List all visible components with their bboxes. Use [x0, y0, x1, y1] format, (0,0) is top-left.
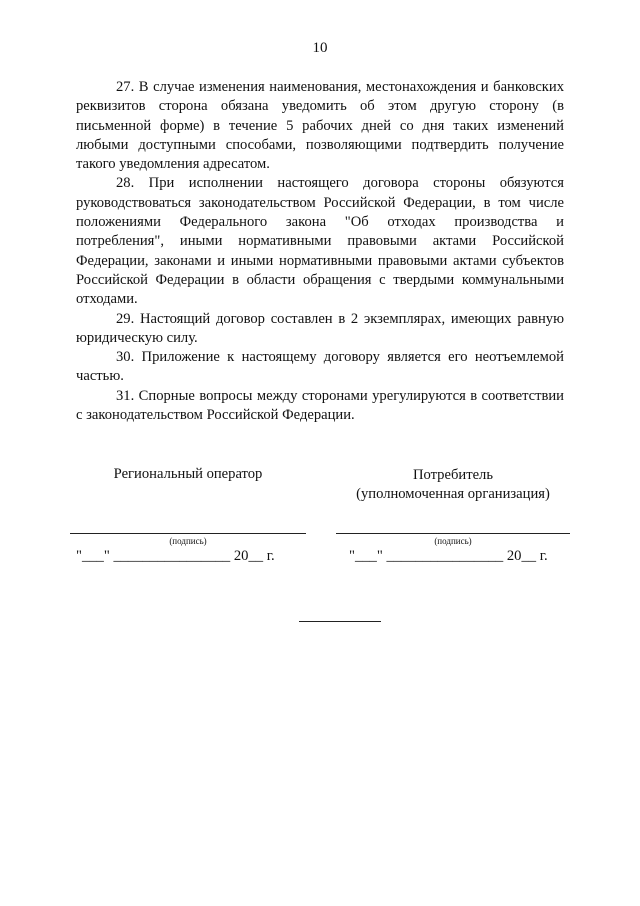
consumer-subtitle: (уполномоченная организация)	[356, 486, 550, 503]
end-of-document-rule	[299, 621, 381, 622]
paragraph-27: 27. В случае изменения наименования, местонахождения и банковских реквизитов сторона обязана уведомить об этом другую сторону (в письменной форме) в течение 5 рабочих дней со дня таких изменений любыми доступными способами, позволяющими подтвердить получение такого уведомления адресатом.	[76, 79, 564, 173]
regional-operator-title: Региональный оператор	[113, 466, 263, 482]
right-date-line: "___" ________________ 20__ г.	[349, 548, 548, 564]
paragraph-28: 28. При исполнении настоящего договора стороны обязуются руководствоваться законодательством Российской Федерации, в том числе положениями Федерального закона "Об отходах производства и потребления", иными нормативными правовыми актами Российской Федерации, законами и иными нормативными правовыми актами субъектов Российской Федерации в области обращения с твердыми коммунальными отходами.	[76, 175, 564, 308]
consumer-block	[336, 466, 570, 505]
paragraph-31: 31. Спорные вопросы между сторонами урегулируются в соответствии с законодательством Российской Федерации.	[76, 387, 564, 424]
paragraph-29: 29. Настоящий договор составлен в 2 экземплярах, имеющих равную юридическую силу.	[76, 310, 564, 346]
consumer-title: Потребитель	[412, 467, 493, 483]
right-signature-line	[336, 533, 570, 534]
page-number: 10	[312, 40, 328, 56]
contract-body	[76, 78, 564, 425]
right-signature-caption: (подпись)	[434, 536, 472, 546]
paragraph-30: 30. Приложение к настоящему договору является его неотъемлемой частью.	[76, 349, 564, 385]
left-signature-line	[70, 533, 306, 534]
left-date-line: "___" ________________ 20__ г.	[76, 548, 275, 564]
left-signature-caption: (подпись)	[169, 536, 207, 546]
